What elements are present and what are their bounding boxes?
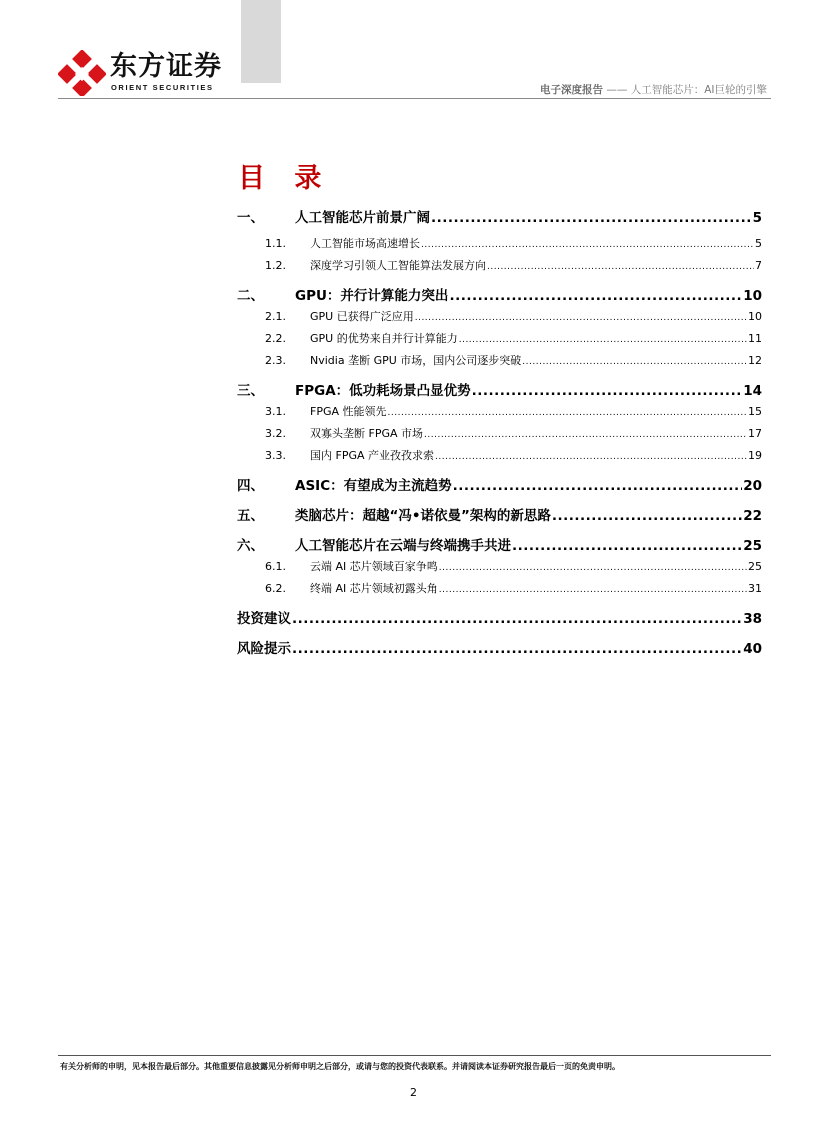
toc-entry-number: 2.2. — [265, 332, 286, 345]
toc-entry-page: 38 — [743, 611, 762, 627]
report-type: 电子深度报告 — [540, 84, 604, 96]
toc-dot-leader — [388, 408, 747, 418]
logo-chinese-text: 东方证券 — [110, 51, 222, 82]
toc-subsection-entry[interactable] — [237, 447, 762, 463]
toc-entry-page: 12 — [748, 354, 762, 367]
toc-subsection-entry[interactable] — [237, 235, 762, 251]
toc-entry-title: 人工智能芯片在云端与终端携手共进 — [295, 538, 511, 554]
toc-dot-leader — [552, 508, 742, 524]
toc-entry-number: 1.2. — [265, 259, 286, 272]
toc-dot-leader — [424, 430, 747, 440]
toc-entry-title: GPU：并行计算能力突出 — [295, 288, 449, 304]
toc-subsection-entry[interactable] — [237, 403, 762, 419]
toc-entry-title: ASIC：有望成为主流趋势 — [295, 478, 452, 494]
toc-subsection-entry[interactable] — [237, 308, 762, 324]
toc-entry-page: 25 — [748, 560, 762, 573]
toc-entry-number: 3.2. — [265, 427, 286, 440]
toc-section-entry[interactable] — [237, 504, 762, 524]
toc-section-entry[interactable] — [237, 206, 762, 226]
toc-subsection-entry[interactable] — [237, 425, 762, 441]
header-dash: —— — [606, 84, 628, 96]
toc-entry-page: 7 — [755, 259, 762, 272]
toc-subsection-entry[interactable] — [237, 330, 762, 346]
toc-dot-leader — [459, 335, 747, 345]
toc-entry-page: 40 — [743, 641, 762, 657]
header-gray-tab — [241, 0, 281, 83]
toc-subsection-entry[interactable] — [237, 257, 762, 273]
toc-dot-leader — [449, 288, 742, 304]
toc-entry-title: 人工智能芯片前景广阔 — [295, 210, 430, 226]
toc-entry-number: 1.1. — [265, 237, 286, 250]
toc-entry-title: 风险提示 — [237, 641, 291, 657]
toc-entry-title: 深度学习引领人工智能算法发展方向 — [310, 259, 486, 272]
toc-entry-page: 25 — [743, 538, 762, 554]
toc-dot-leader — [453, 478, 743, 494]
toc-entry-title: 云端 AI 芯片领域百家争鸣 — [310, 560, 438, 573]
toc-entry-page: 17 — [748, 427, 762, 440]
toc-dot-leader — [431, 210, 752, 226]
report-header-title — [540, 82, 767, 97]
toc-entry-number: 五、 — [237, 508, 264, 524]
toc-entry-page: 11 — [748, 332, 762, 345]
toc-dot-leader — [292, 611, 742, 627]
toc-entry-title: GPU 已获得广泛应用 — [310, 310, 414, 323]
toc-entry-page: 22 — [743, 508, 762, 524]
header-divider — [58, 98, 771, 99]
footer-divider — [58, 1055, 771, 1056]
toc-entry-number: 三、 — [237, 383, 264, 399]
toc-entry-page: 14 — [743, 383, 762, 399]
toc-entry-number: 一、 — [237, 210, 264, 226]
toc-subsection-entry[interactable] — [237, 580, 762, 596]
toc-dot-leader — [435, 452, 747, 462]
toc-section-entry[interactable] — [237, 637, 762, 657]
toc-dot-leader — [421, 240, 754, 250]
toc-entry-title: GPU 的优势来自并行计算能力 — [310, 332, 458, 345]
toc-entry-title: 双寡头垄断 FPGA 市场 — [310, 427, 424, 440]
toc-entry-title: 终端 AI 芯片领域初露头角 — [310, 582, 438, 595]
toc-entry-page: 5 — [752, 210, 762, 226]
toc-entry-title: 投资建议 — [237, 611, 291, 627]
toc-entry-number: 6.2. — [265, 582, 286, 595]
toc-entry-page: 31 — [748, 582, 762, 595]
toc-entry-number: 3.3. — [265, 449, 286, 462]
report-title: 人工智能芯片：AI巨轮的引擎 — [630, 84, 767, 96]
toc-entry-title: Nvidia 垄断 GPU 市场，国内公司逐步突破 — [310, 354, 522, 367]
logo-english-text: ORIENT SECURITIES — [111, 83, 214, 92]
toc-entry-page: 19 — [748, 449, 762, 462]
toc-entry-page: 20 — [743, 478, 762, 494]
toc-entry-title: 人工智能市场高速增长 — [310, 237, 420, 250]
toc-entry-number: 3.1. — [265, 405, 286, 418]
toc-heading: 目 录 — [238, 163, 332, 194]
toc-entry-number: 二、 — [237, 288, 264, 304]
toc-entry-number: 六、 — [237, 538, 264, 554]
footer-disclaimer: 有关分析师的申明，见本报告最后部分。其他重要信息披露见分析师申明之后部分，或请与您的投资代表联系。并请阅读本证券研究报告最后一页的免责申明。 — [60, 1062, 620, 1071]
toc-section-entry[interactable] — [237, 379, 762, 399]
page-number: 2 — [410, 1086, 417, 1099]
toc-entry-title: FPGA 性能领先 — [310, 405, 387, 418]
toc-entry-number: 四、 — [237, 478, 264, 494]
toc-entry-number: 2.1. — [265, 310, 286, 323]
toc-dot-leader — [522, 357, 747, 367]
toc-section-entry[interactable] — [237, 284, 762, 304]
toc-entry-number: 2.3. — [265, 354, 286, 367]
toc-subsection-entry[interactable] — [237, 558, 762, 574]
toc-section-entry[interactable] — [237, 474, 762, 494]
toc-subsection-entry[interactable] — [237, 352, 762, 368]
toc-entry-page: 10 — [748, 310, 762, 323]
toc-entry-title: 国内 FPGA 产业孜孜求索 — [310, 449, 435, 462]
toc-entry-title: FPGA：低功耗场景凸显优势 — [295, 383, 471, 399]
orient-securities-logo — [58, 50, 228, 96]
toc-dot-leader — [439, 563, 747, 573]
toc-dot-leader — [512, 538, 742, 554]
toc-entry-number: 6.1. — [265, 560, 286, 573]
toc-entry-page: 10 — [743, 288, 762, 304]
toc-dot-leader — [292, 641, 742, 657]
toc-entry-title: 类脑芯片：超越“冯•诺依曼”架构的新思路 — [295, 508, 551, 524]
toc-dot-leader — [439, 585, 747, 595]
toc-section-entry[interactable] — [237, 607, 762, 627]
toc-dot-leader — [415, 313, 747, 323]
toc-entry-page: 15 — [748, 405, 762, 418]
toc-entry-page: 5 — [755, 237, 762, 250]
toc-section-entry[interactable] — [237, 534, 762, 554]
toc-dot-leader — [487, 262, 754, 272]
toc-dot-leader — [472, 383, 743, 399]
orient-logo-icon — [58, 50, 106, 96]
